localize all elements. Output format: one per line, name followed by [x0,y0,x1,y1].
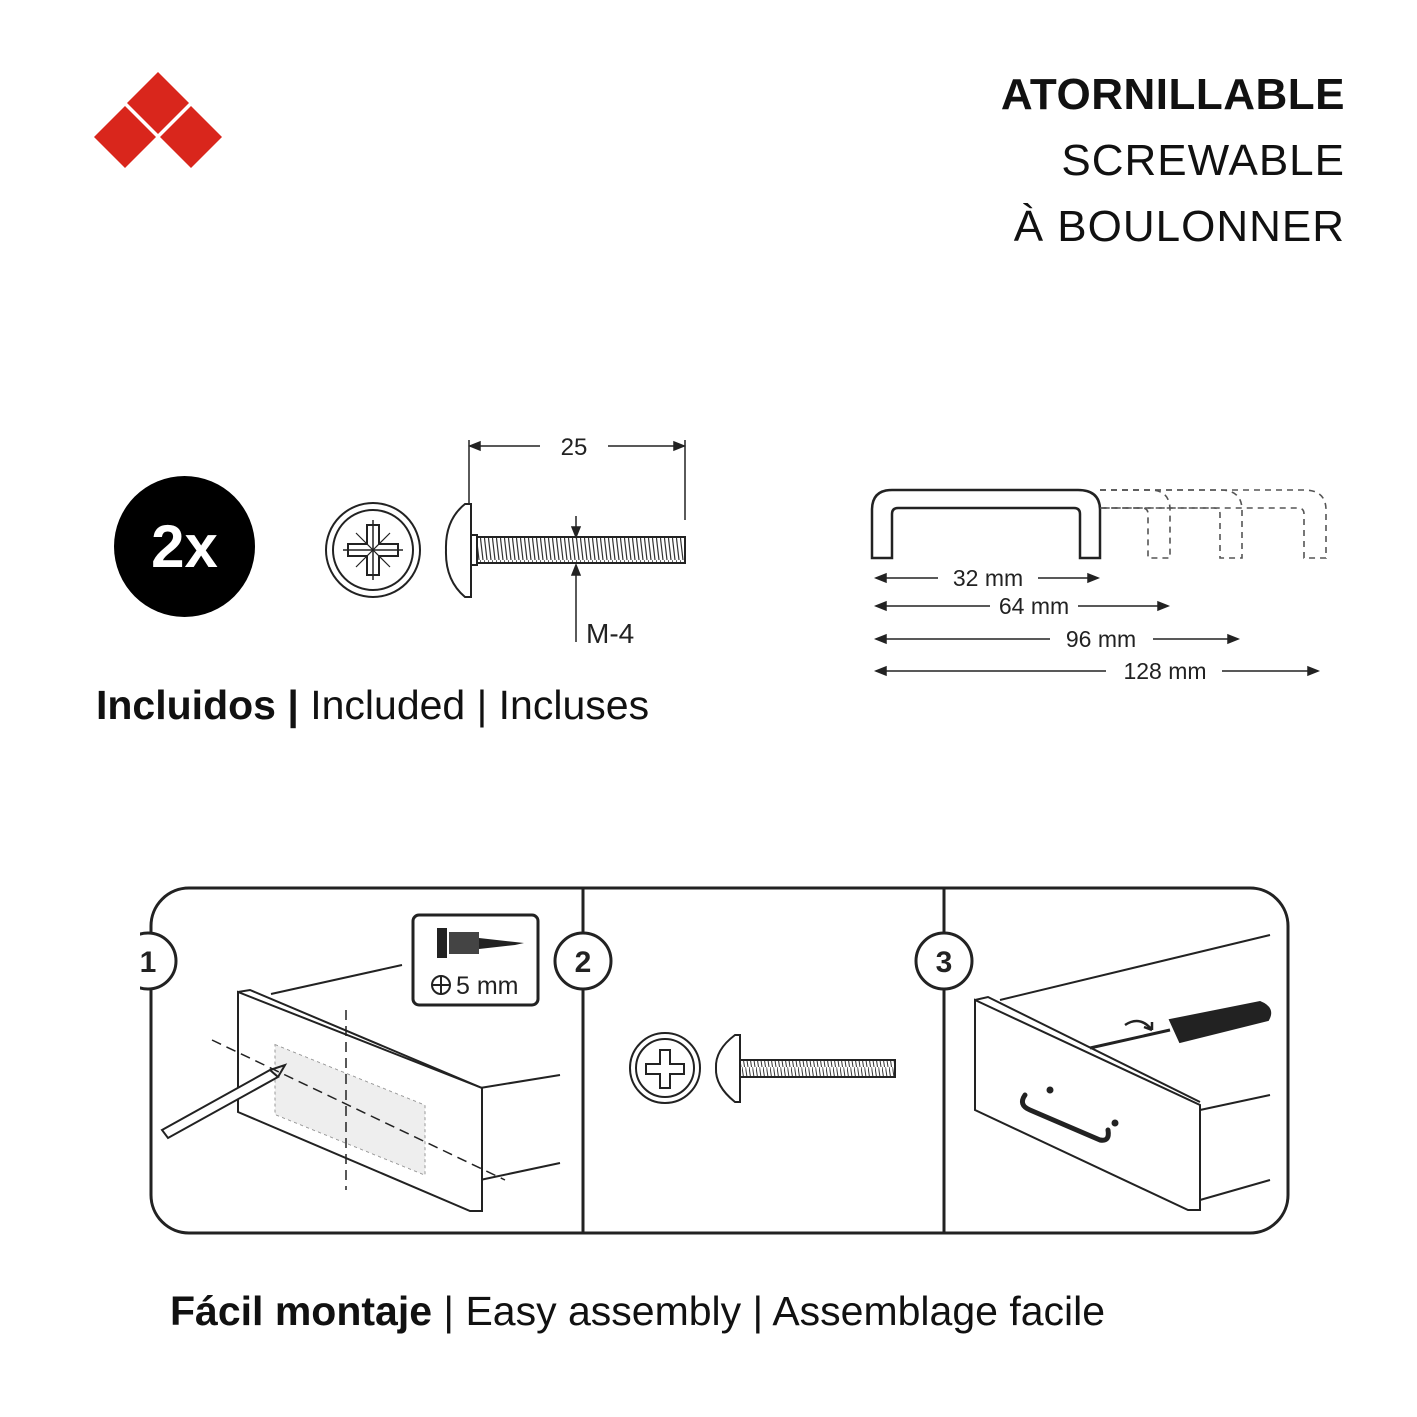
included-caption-rest: Included | Incluses [298,682,650,728]
handle-dashed-outlines [1100,490,1326,558]
assembly-panel [140,880,1300,1250]
handle-size-128: 128 mm [1123,658,1207,684]
brand-logo [90,70,230,180]
drill-size-label: 5 mm [456,972,519,1000]
step-1-number: 1 [140,946,157,979]
assembly-caption [170,1288,1105,1335]
assembly-caption-rest: | Easy assembly | Assemblage facile [432,1288,1106,1334]
screw-head-front-icon [326,503,420,597]
screw-diagram [320,430,700,655]
step-2-number: 2 [574,946,592,979]
title-block [1001,62,1345,260]
title-english: SCREWABLE [1061,136,1345,185]
screw-length-label: 25 [560,434,588,461]
step-3-badge [916,933,972,989]
handle-size-32: 32 mm [952,565,1024,591]
title-spanish: ATORNILLABLE [1000,70,1345,119]
handle-outline-icon [872,490,1100,558]
title-french: À BOULONNER [1013,202,1345,251]
included-caption-bold: Incluidos | [96,682,299,728]
step-2-badge [555,933,611,989]
diamond-logo-icon [94,72,222,168]
handle-size-96: 96 mm [1065,626,1137,652]
assembly-caption-bold: Fácil montaje [170,1288,433,1334]
thread-size-label: M-4 [586,618,635,649]
screw-side-icon [446,504,685,597]
drill-size-box [413,915,538,1005]
step-3-number: 3 [935,946,953,979]
thread-pointer [572,516,580,642]
handle-sizes-diagram [860,480,1340,690]
handle-size-64: 64 mm [998,593,1070,619]
quantity-badge: 2x [114,476,255,617]
included-caption [96,682,649,729]
